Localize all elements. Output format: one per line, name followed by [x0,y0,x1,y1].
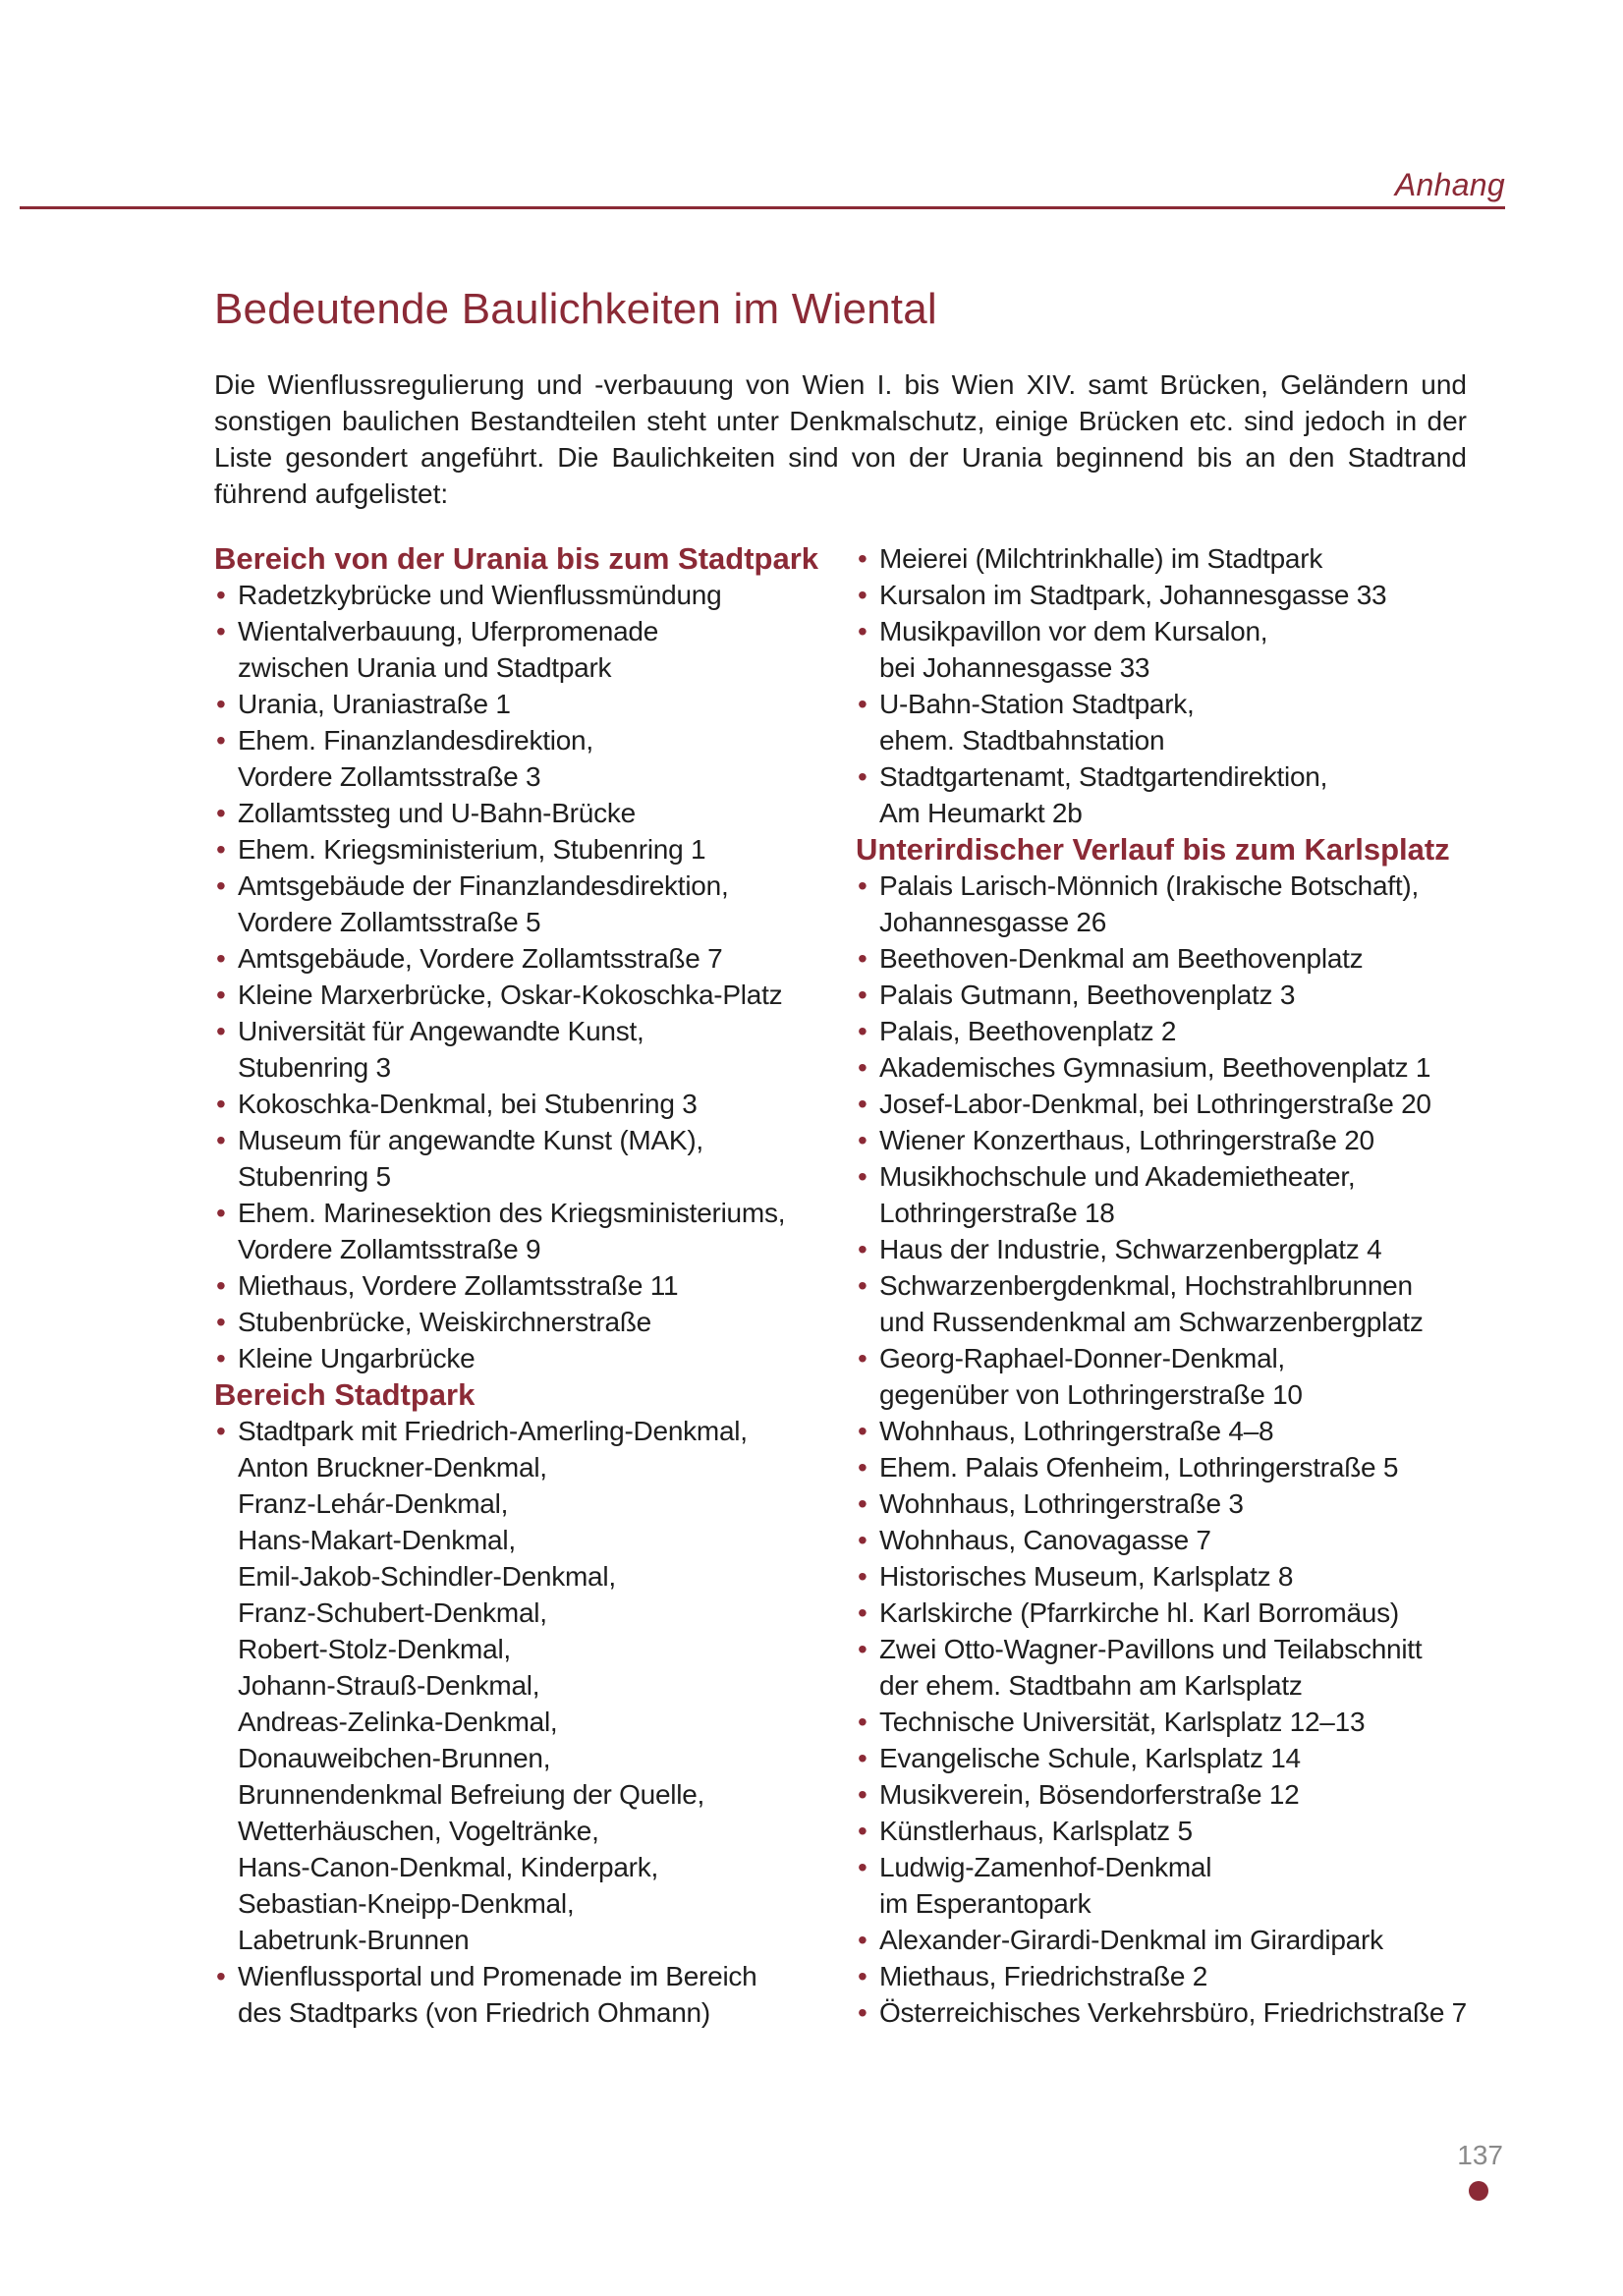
bullet-icon: • [858,1961,867,1991]
list-item [214,1340,843,1376]
list-item [214,1958,843,2031]
list-item [856,940,1484,977]
list-item-text: Wohnhaus, Lothringerstraße 4–8 [879,1416,1274,1446]
bullet-icon: • [858,1125,867,1155]
item-list [214,1413,843,2031]
bullet-icon: • [858,761,867,792]
list-item [856,1122,1484,1158]
bullet-icon: • [216,870,226,901]
list-item-text: bei Johannesgasse 33 [879,652,1150,683]
list-item [856,613,1484,686]
list-item [856,1340,1484,1413]
bullet-icon: • [858,1597,867,1628]
list-item-text: Stubenring 3 [238,1052,391,1083]
list-item [856,1558,1484,1595]
list-item [856,686,1484,758]
list-item [214,795,843,831]
list-item-text: ehem. Stadtbahnstation [879,725,1165,756]
list-item-text: und Russendenkmal am Schwarzenbergplatz [879,1307,1424,1337]
list-item-text: Brunnendenkmal Befreiung der Quelle, [238,1779,705,1810]
bullet-icon: • [216,1270,226,1301]
list-item-text: Wohnhaus, Canovagasse 7 [879,1525,1211,1555]
list-item [856,1740,1484,1776]
list-item-text: Ehem. Palais Ofenheim, Lothringerstraße 5 [879,1452,1399,1483]
section-heading: Bereich von der Urania bis zum Stadtpark [214,541,819,576]
list-item-text: Andreas-Zelinka-Denkmal, [238,1707,558,1737]
list-item-text: Palais Gutmann, Beethovenplatz 3 [879,980,1296,1010]
list-item-text: des Stadtparks (von Friedrich Ohmann) [238,1997,710,2028]
bullet-icon: • [216,980,226,1010]
list-item [214,1122,843,1195]
bullet-icon: • [858,870,867,901]
list-item [856,1849,1484,1922]
list-item [856,1922,1484,1958]
bullet-icon: • [216,834,226,865]
bullet-icon: • [858,1161,867,1192]
list-item-text: Karlskirche (Pfarrkirche hl. Karl Borromäus) [879,1597,1399,1628]
list-item-text: Vordere Zollamtsstraße 3 [238,761,541,792]
list-item [214,940,843,977]
bullet-icon: • [858,1707,867,1737]
bullet-icon: • [858,1743,867,1773]
bullet-icon: • [858,580,867,610]
list-item-text: Meierei (Milchtrinkhalle) im Stadtpark [879,543,1323,574]
list-item [856,1049,1484,1086]
list-item-text: Künstlerhaus, Karlsplatz 5 [879,1816,1193,1846]
list-item-text: Lothringerstraße 18 [879,1198,1115,1228]
list-item-text: im Esperantopark [879,1888,1091,1919]
list-item-text: Johannesgasse 26 [879,907,1107,937]
left-column [214,540,843,2031]
list-item [856,1013,1484,1049]
list-item [856,1086,1484,1122]
list-item [856,1485,1484,1522]
list-item-text: Wetterhäuschen, Vogeltränke, [238,1816,599,1846]
list-item [856,1158,1484,1231]
right-column [856,540,1484,2031]
list-item-text: Wienflussportal und Promenade im Bereich [238,1961,757,1991]
bullet-icon: • [858,689,867,719]
bullet-icon: • [216,580,226,610]
list-item [856,577,1484,613]
list-item-text: Ehem. Marinesektion des Kriegsministeriums, [238,1198,786,1228]
bullet-icon: • [858,1925,867,1955]
list-item-text: U-Bahn-Station Stadtpark, [879,689,1195,719]
list-item [856,1704,1484,1740]
running-header: Anhang [1394,167,1505,202]
list-item-text: Radetzkybrücke und Wienflussmündung [238,580,722,610]
bullet-icon: • [216,943,226,974]
list-item-text: Stadtgartenamt, Stadtgartendirektion, [879,761,1328,792]
bullet-icon: • [216,725,226,756]
list-item [856,1958,1484,1994]
list-item [856,1267,1484,1340]
bullet-icon: • [858,1089,867,1119]
list-item [214,1304,843,1340]
list-item-text: Beethoven-Denkmal am Beethovenplatz [879,943,1364,974]
bullet-icon: • [216,616,226,646]
bullet-icon: • [216,1961,226,1991]
list-item-text: Labetrunk-Brunnen [238,1925,470,1955]
bullet-icon: • [858,1561,867,1592]
list-item [214,868,843,940]
list-item-text: Universität für Angewandte Kunst, [238,1016,644,1046]
bullet-icon: • [858,1016,867,1046]
item-list [856,868,1484,2031]
list-item-text: Vordere Zollamtsstraße 5 [238,907,541,937]
page-number: 137 [1457,2140,1503,2170]
list-item-text: Wohnhaus, Lothringerstraße 3 [879,1488,1244,1519]
list-item [856,1595,1484,1631]
bullet-icon: • [858,1234,867,1264]
list-item [214,1086,843,1122]
list-item [856,540,1484,577]
list-item-text: Wientalverbauung, Uferpromenade [238,616,659,646]
list-item [856,758,1484,831]
list-item [856,1413,1484,1449]
list-item-text: Am Heumarkt 2b [879,798,1083,828]
bullet-icon: • [858,1525,867,1555]
list-item-text: Zwei Otto-Wagner-Pavillons und Teilabschnitt [879,1634,1423,1664]
list-item [214,577,843,613]
list-item-text: Musikhochschule und Akademietheater, [879,1161,1356,1192]
list-item [856,1449,1484,1485]
list-item [214,831,843,868]
list-item [856,1522,1484,1558]
list-item [214,1267,843,1304]
list-item [856,1994,1484,2031]
list-item-text: Kleine Marxerbrücke, Oskar-Kokoschka-Platz [238,980,783,1010]
list-item-text: Georg-Raphael-Donner-Denkmal, [879,1343,1285,1373]
list-item-text: Johann-Strauß-Denkmal, [238,1670,540,1701]
bullet-icon: • [858,1997,867,2028]
list-item-text: Miethaus, Vordere Zollamtsstraße 11 [238,1270,679,1301]
bullet-icon: • [216,1125,226,1155]
list-item-text: Palais, Beethovenplatz 2 [879,1016,1177,1046]
header-rule [20,206,1505,209]
list-item [214,686,843,722]
list-item-text: Ludwig-Zamenhof-Denkmal [879,1852,1212,1882]
bullet-icon: • [858,543,867,574]
bullet-icon: • [216,1016,226,1046]
list-item-text: Hans-Canon-Denkmal, Kinderpark, [238,1852,658,1882]
bullet-icon: • [216,1343,226,1373]
list-item-text: Museum für angewandte Kunst (MAK), [238,1125,703,1155]
list-item [214,613,843,686]
list-item-text: Emil-Jakob-Schindler-Denkmal, [238,1561,616,1592]
bullet-icon: • [858,1816,867,1846]
list-item-text: der ehem. Stadtbahn am Karlsplatz [879,1670,1303,1701]
item-list [856,540,1484,831]
list-item-text: Palais Larisch-Mönnich (Irakische Botschaft), [879,870,1419,901]
section-heading: Unterirdischer Verlauf bis zum Karlsplatz [856,832,1450,867]
list-item-text: Robert-Stolz-Denkmal, [238,1634,511,1664]
list-item [214,1013,843,1086]
bullet-icon: • [858,980,867,1010]
list-item-text: Technische Universität, Karlsplatz 12–13 [879,1707,1366,1737]
bullet-icon: • [216,1416,226,1446]
list-item-text: Ehem. Kriegsministerium, Stubenring 1 [238,834,706,865]
list-item-text: Stubenbrücke, Weiskirchnerstraße [238,1307,651,1337]
list-item-text: Sebastian-Kneipp-Denkmal, [238,1888,575,1919]
list-item-text: Alexander-Girardi-Denkmal im Girardipark [879,1925,1383,1955]
list-item-text: Amtsgebäude der Finanzlandesdirektion, [238,870,729,901]
bullet-icon: • [858,1779,867,1810]
bullet-icon: • [216,1198,226,1228]
list-item [856,1631,1484,1704]
list-item-text: Vordere Zollamtsstraße 9 [238,1234,541,1264]
list-item-text: Franz-Schubert-Denkmal, [238,1597,547,1628]
list-item-text: gegenüber von Lothringerstraße 10 [879,1379,1303,1410]
list-item [214,1195,843,1267]
section-heading: Bereich Stadtpark [214,1377,476,1412]
list-item [856,868,1484,940]
bullet-icon: • [216,798,226,828]
list-item-text: Historisches Museum, Karlsplatz 8 [879,1561,1294,1592]
item-list [214,577,843,1376]
list-item-text: Kursalon im Stadtpark, Johannesgasse 33 [879,580,1387,610]
list-item-text: Kokoschka-Denkmal, bei Stubenring 3 [238,1089,698,1119]
list-item-text: Akademisches Gymnasium, Beethovenplatz 1 [879,1052,1431,1083]
list-item-text: zwischen Urania und Stadtpark [238,652,612,683]
list-item [856,977,1484,1013]
bullet-icon: • [858,1270,867,1301]
bullet-icon: • [216,1089,226,1119]
list-item-text: Josef-Labor-Denkmal, bei Lothringerstraße 20 [879,1089,1431,1119]
list-item-text: Donauweibchen-Brunnen, [238,1743,551,1773]
bullet-icon: • [216,1307,226,1337]
bullet-icon: • [858,1852,867,1882]
list-item-text: Musikverein, Bösendorferstraße 12 [879,1779,1300,1810]
list-item-text: Urania, Uraniastraße 1 [238,689,511,719]
bullet-icon: • [858,616,867,646]
list-item-text: Hans-Makart-Denkmal, [238,1525,516,1555]
bullet-icon: • [858,943,867,974]
bullet-icon: • [858,1052,867,1083]
list-item-text: Schwarzenbergdenkmal, Hochstrahlbrunnen [879,1270,1413,1301]
list-item-text: Stadtpark mit Friedrich-Amerling-Denkmal, [238,1416,748,1446]
list-item-text: Amtsgebäude, Vordere Zollamtsstraße 7 [238,943,723,974]
list-item-text: Stubenring 5 [238,1161,391,1192]
list-item-text: Musikpavillon vor dem Kursalon, [879,616,1268,646]
list-item [856,1776,1484,1813]
bullet-icon: • [858,1634,867,1664]
list-item-text: Ehem. Finanzlandesdirektion, [238,725,593,756]
list-item [856,1813,1484,1849]
list-item-text: Kleine Ungarbrücke [238,1343,476,1373]
list-item-text: Miethaus, Friedrichstraße 2 [879,1961,1208,1991]
list-item-text: Wiener Konzerthaus, Lothringerstraße 20 [879,1125,1374,1155]
page-title: Bedeutende Baulichkeiten im Wiental [214,285,937,333]
list-item-text: Zollamtssteg und U-Bahn-Brücke [238,798,636,828]
list-item-text: Franz-Lehár-Denkmal, [238,1488,509,1519]
bullet-icon: • [858,1416,867,1446]
list-item-text: Evangelische Schule, Karlsplatz 14 [879,1743,1301,1773]
list-item [214,977,843,1013]
list-item-text: Anton Bruckner-Denkmal, [238,1452,547,1483]
page-number-dot [1469,2181,1488,2201]
bullet-icon: • [858,1488,867,1519]
bullet-icon: • [858,1343,867,1373]
list-item [856,1231,1484,1267]
list-item [214,1413,843,1958]
bullet-icon: • [858,1452,867,1483]
bullet-icon: • [216,689,226,719]
list-item-text: Österreichisches Verkehrsbüro, Friedrichstraße 7 [879,1997,1467,2028]
list-item-text: Haus der Industrie, Schwarzenbergplatz 4 [879,1234,1382,1264]
intro-paragraph: Die Wienflussregulierung und -verbauung von Wien I. bis Wien XIV. samt Brücken, Geländern und sonstigen baulichen Bestandteilen steht unter Denkmalschutz, einige Brücken etc. sind jedoch in der Liste gesondert angeführt. Die Baulichkeiten sind von der Urania beginnend bis an den Stadtrand führend aufgelistet: [214,369,1467,509]
list-item [214,722,843,795]
